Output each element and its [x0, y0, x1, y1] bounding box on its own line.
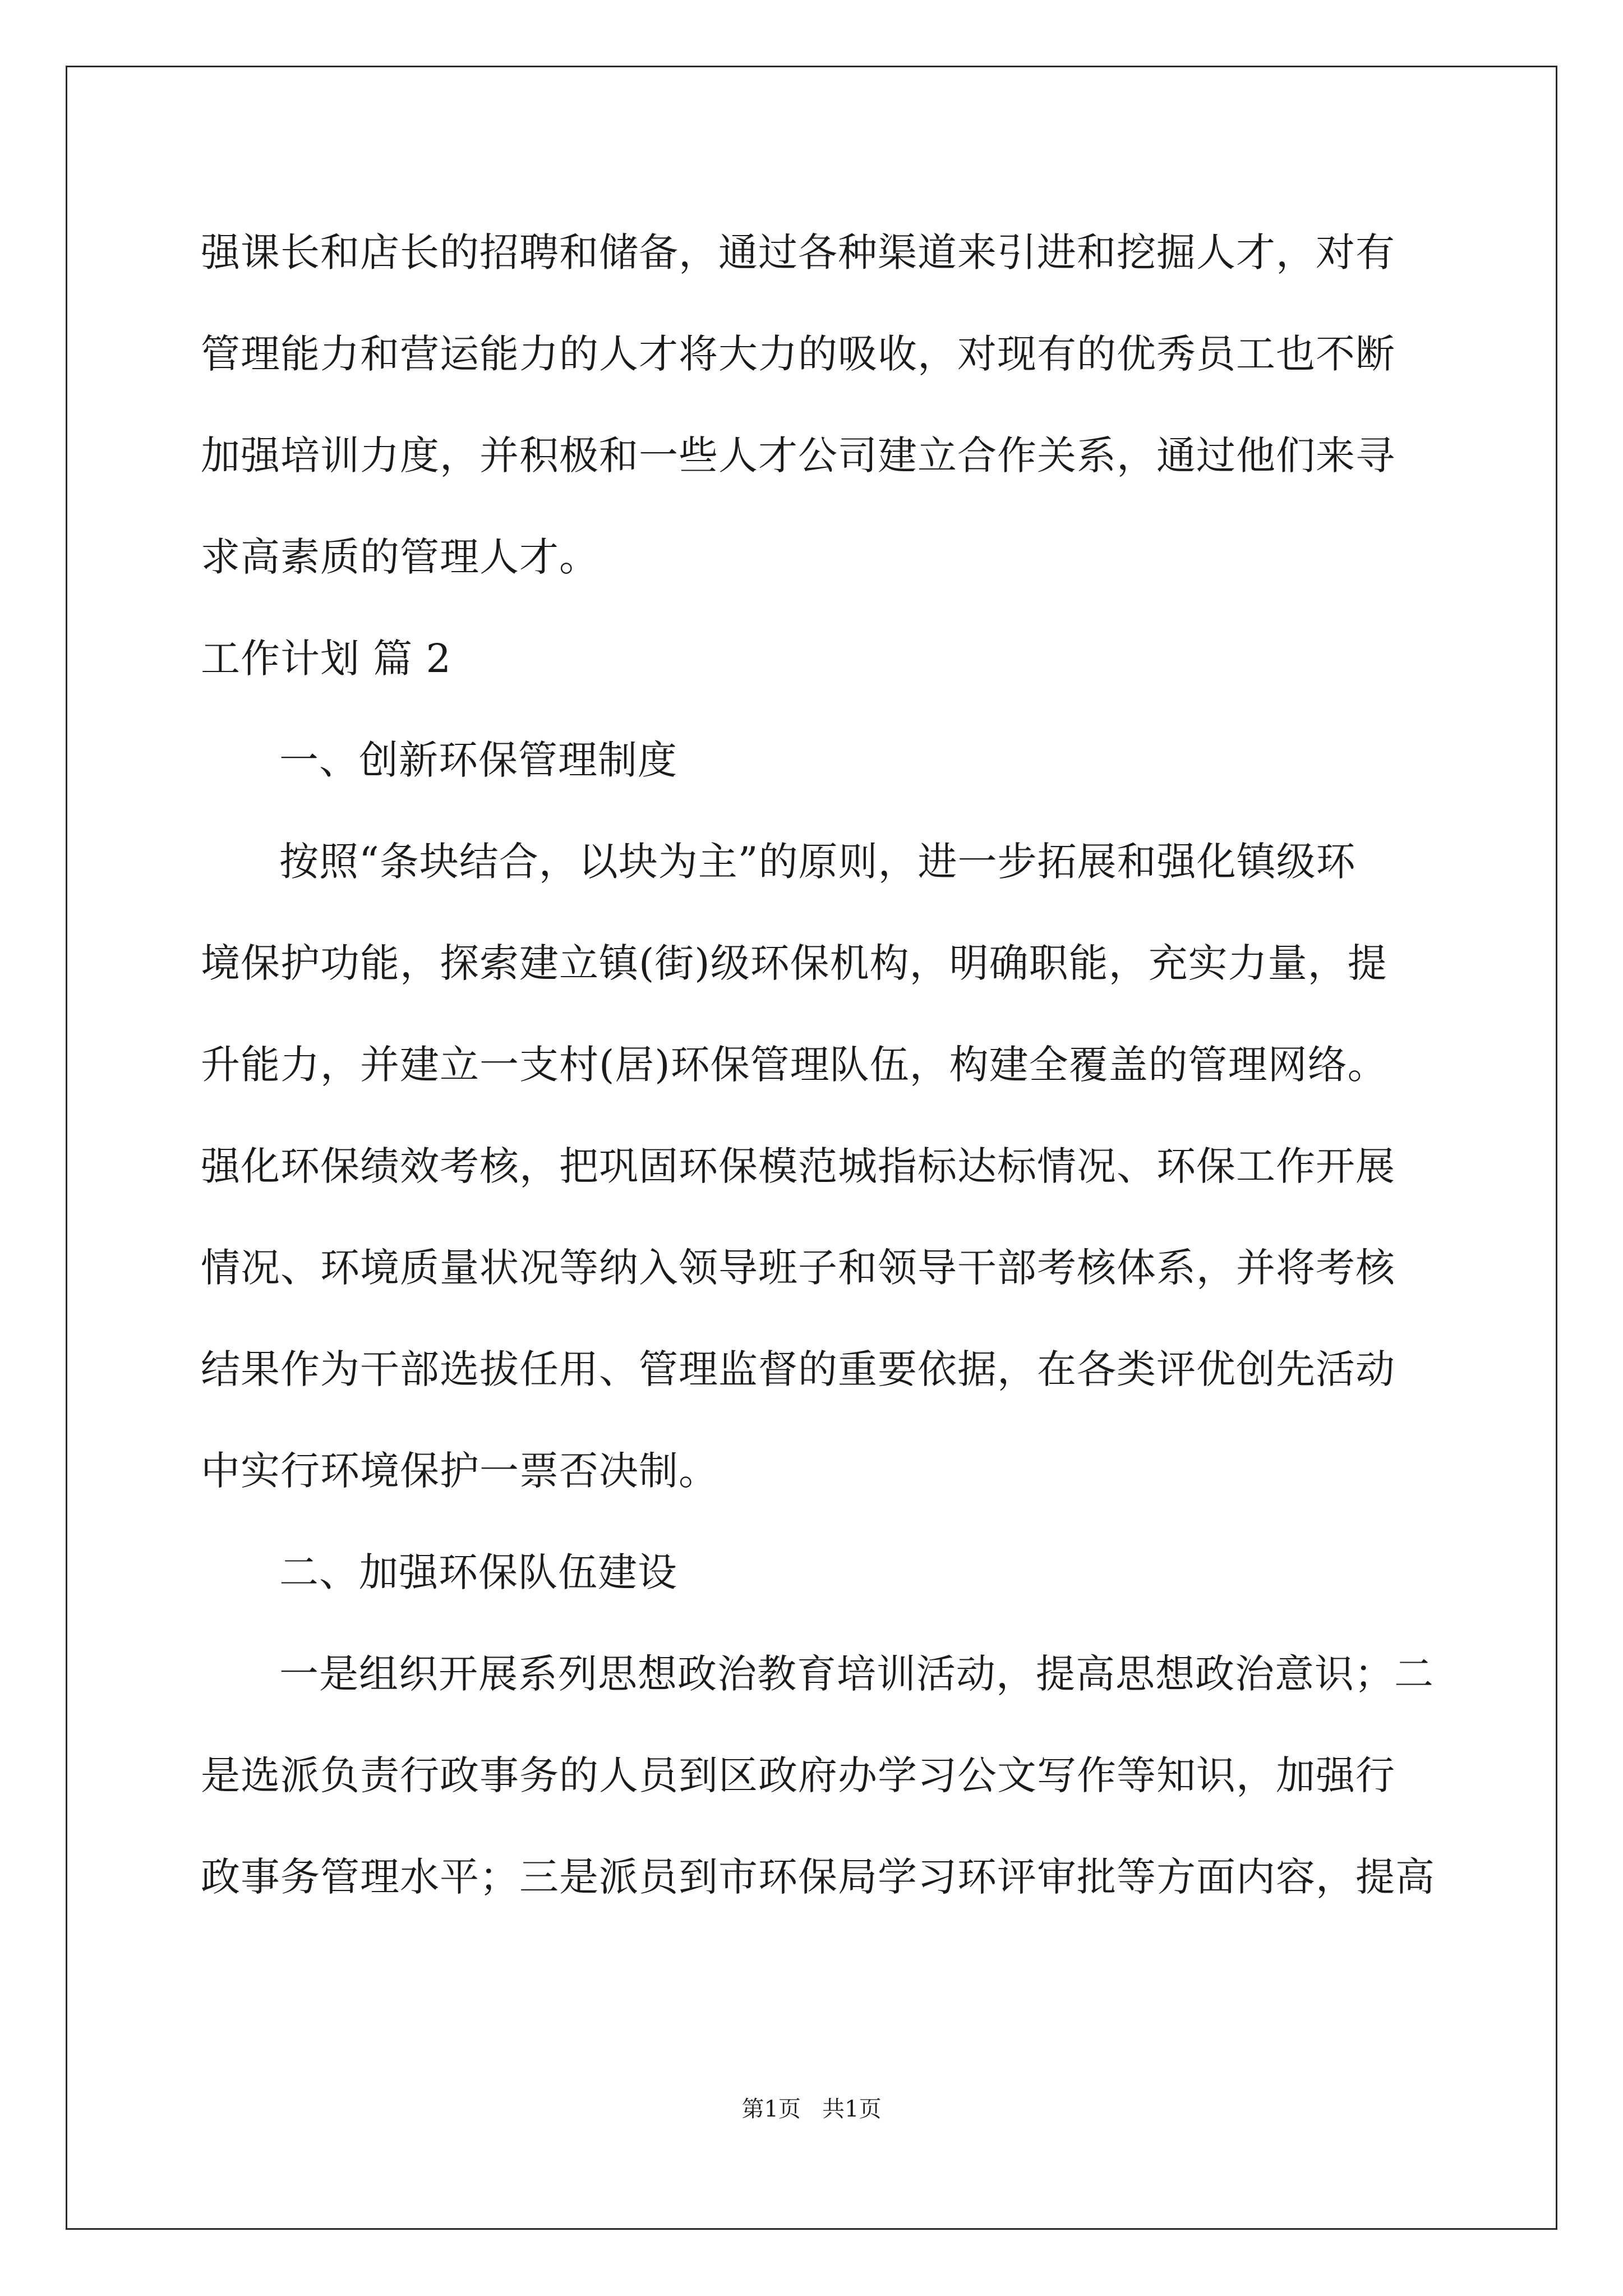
subsection-heading: 一、创新环保管理制度 — [279, 737, 677, 783]
paragraph-line: 强课长和店长的招聘和储备，通过各种渠道来引进和挖掘人才，对有 — [201, 229, 1395, 275]
paragraph-line: 是选派负责行政事务的人员到区政府办学习公文写作等知识，加强行 — [201, 1752, 1395, 1798]
paragraph-line: 结果作为干部选拔任用、管理监督的重要依据，在各类评优创先活动 — [201, 1346, 1395, 1392]
paragraph-line: 升能力，并建立一支村(居)环保管理队伍，构建全覆盖的管理网络。 — [201, 1042, 1387, 1088]
paragraph-line: 加强培训力度，并积极和一些人才公司建立合作关系，通过他们来寻 — [201, 432, 1395, 478]
section-heading: 工作计划 篇 2 — [201, 636, 452, 682]
paragraph-line: 一是组织开展系列思想政治教育培训活动，提高思想政治意识；二 — [279, 1651, 1434, 1697]
paragraph-line: 情况、环境质量状况等纳入领导班子和领导干部考核体系，并将考核 — [201, 1245, 1395, 1291]
paragraph-line: 强化环保绩效考核，把巩固环保模范城指标达标情况、环保工作开展 — [201, 1143, 1395, 1189]
page-footer: 第1页 共1页 — [741, 2096, 882, 2122]
subsection-heading: 二、加强环保队伍建设 — [279, 1549, 677, 1595]
paragraph-line: 按照“条块结合，以块为主”的原则，进一步拓展和强化镇级环 — [279, 839, 1356, 885]
paragraph-line: 管理能力和营运能力的人才将大力的吸收，对现有的优秀员工也不断 — [201, 331, 1395, 377]
paragraph-line: 政事务管理水平；三是派员到市环保局学习环评审批等方面内容，提高 — [201, 1854, 1435, 1900]
paragraph-line: 境保护功能，探索建立镇(街)级环保机构，明确职能，充实力量，提 — [201, 940, 1387, 986]
paragraph-line: 中实行环境保护一票否决制。 — [201, 1448, 718, 1494]
paragraph-line: 求高素质的管理人才。 — [201, 534, 599, 580]
